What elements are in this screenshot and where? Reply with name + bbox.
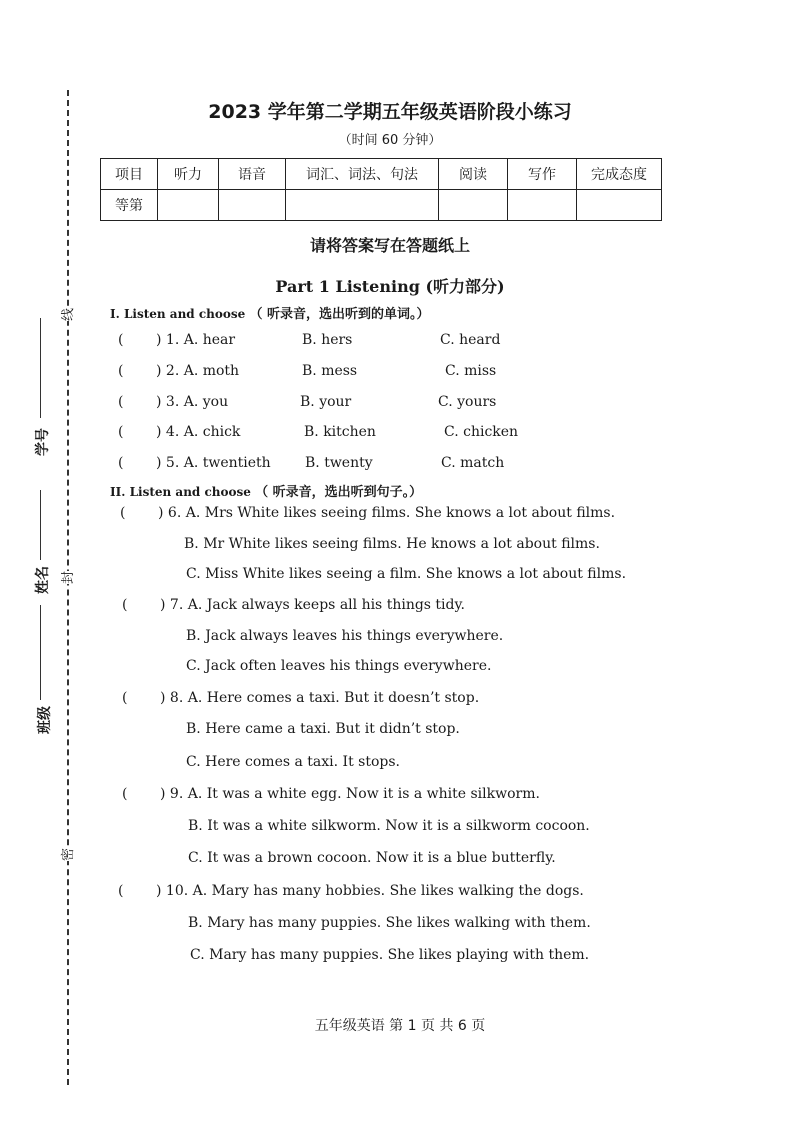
name-label: 姓名 bbox=[35, 566, 51, 594]
option-b: B. Jack always leaves his things everywhere. bbox=[186, 628, 504, 644]
exam-title: 2023 学年第二学期五年级英语阶段小练习 bbox=[208, 101, 572, 123]
option-b: B. Mary has many puppies. She likes walking with them. bbox=[188, 915, 591, 931]
score-cell: 项目 bbox=[101, 159, 158, 190]
score-table bbox=[100, 158, 662, 221]
class-label: 班级 bbox=[37, 706, 53, 734]
question-2: ) 2. A. moth bbox=[156, 363, 240, 379]
option-c: C. Miss White likes seeing a film. She knows a lot about films. bbox=[186, 566, 627, 582]
option-b: B. twenty bbox=[305, 455, 373, 471]
grade-cell[interactable] bbox=[439, 190, 508, 221]
option-b: B. hers bbox=[302, 332, 353, 348]
option-b: B. kitchen bbox=[304, 424, 376, 440]
grade-cell[interactable] bbox=[508, 190, 577, 221]
question-3: ) 3. A. you bbox=[156, 394, 229, 410]
page-footer: 五年级英语 第 1 页 共 6 页 bbox=[314, 1018, 486, 1034]
binding-line-mark: 线 bbox=[57, 308, 76, 321]
question-4: ) 4. A. chick bbox=[156, 424, 241, 440]
part1-title: Part 1 Listening (听力部分) bbox=[275, 277, 505, 296]
score-cell: 阅读 bbox=[439, 159, 508, 190]
option-b: B. your bbox=[300, 394, 352, 410]
option-b: B. It was a white silkworm. Now it is a silkworm cocoon. bbox=[188, 818, 590, 834]
option-c: C. miss bbox=[445, 363, 497, 379]
class-blank[interactable] bbox=[40, 605, 41, 700]
option-c: C. Here comes a taxi. It stops. bbox=[186, 754, 400, 770]
score-table-grade-row bbox=[101, 190, 662, 221]
question-5: ) 5. A. twentieth bbox=[156, 455, 271, 471]
score-cell: 完成态度 bbox=[577, 159, 662, 190]
section1-heading bbox=[110, 303, 430, 322]
binding-seal-mark: 封 bbox=[57, 571, 76, 584]
option-c: C. chicken bbox=[444, 424, 519, 440]
score-cell: 词汇、词法、句法 bbox=[286, 159, 439, 190]
score-table-header-row bbox=[101, 159, 662, 190]
question-9: ) 9. A. It was a white egg. Now it is a white silkworm. bbox=[160, 786, 540, 802]
option-c: C. yours bbox=[438, 394, 497, 410]
section2-heading bbox=[110, 481, 422, 500]
question-10: ) 10. A. Mary has many hobbies. She likes walking the dogs. bbox=[156, 883, 584, 899]
section2-label: II. Listen and choose bbox=[110, 485, 251, 499]
question-8: ) 8. A. Here comes a taxi. But it doesn’t stop. bbox=[160, 690, 480, 706]
student-id-label: 学号 bbox=[35, 428, 51, 456]
question-6: ) 6. A. Mrs White likes seeing films. She knows a lot about films. bbox=[158, 505, 616, 521]
question-7: ) 7. A. Jack always keeps all his things tidy. bbox=[160, 597, 465, 613]
score-cell: 听力 bbox=[158, 159, 219, 190]
option-c: C. heard bbox=[440, 332, 501, 348]
student-id-blank[interactable] bbox=[40, 318, 41, 418]
option-c: C. Jack often leaves his things everywhere. bbox=[186, 658, 492, 674]
option-c: C. match bbox=[441, 455, 505, 471]
grade-cell[interactable] bbox=[286, 190, 439, 221]
option-b: B. mess bbox=[302, 363, 358, 379]
section2-instruction: （ 听录音，选出听到句子。） bbox=[255, 485, 423, 500]
grade-label: 等第 bbox=[101, 190, 158, 221]
name-blank[interactable] bbox=[40, 490, 41, 560]
grade-cell[interactable] bbox=[577, 190, 662, 221]
binding-secret-mark: 密 bbox=[57, 848, 76, 861]
grade-cell[interactable] bbox=[158, 190, 219, 221]
section1-label: I. Listen and choose bbox=[110, 307, 246, 321]
section1-instruction: （ 听录音，选出听到的单词。） bbox=[249, 307, 430, 322]
option-b: B. Here came a taxi. But it didn’t stop. bbox=[186, 721, 460, 737]
grade-cell[interactable] bbox=[219, 190, 286, 221]
score-cell: 语音 bbox=[219, 159, 286, 190]
exam-time: （时间 60 分钟） bbox=[338, 133, 442, 148]
answer-sheet-notice: 请将答案写在答题纸上 bbox=[309, 236, 470, 255]
option-b: B. Mr White likes seeing films. He knows a lot about films. bbox=[184, 536, 600, 552]
binding-dashed-line bbox=[67, 90, 69, 1085]
score-cell: 写作 bbox=[508, 159, 577, 190]
option-c: C. It was a brown cocoon. Now it is a blue butterfly. bbox=[188, 850, 556, 866]
option-c: C. Mary has many puppies. She likes playing with them. bbox=[190, 947, 590, 963]
question-1: ) 1. A. hear bbox=[156, 332, 236, 348]
